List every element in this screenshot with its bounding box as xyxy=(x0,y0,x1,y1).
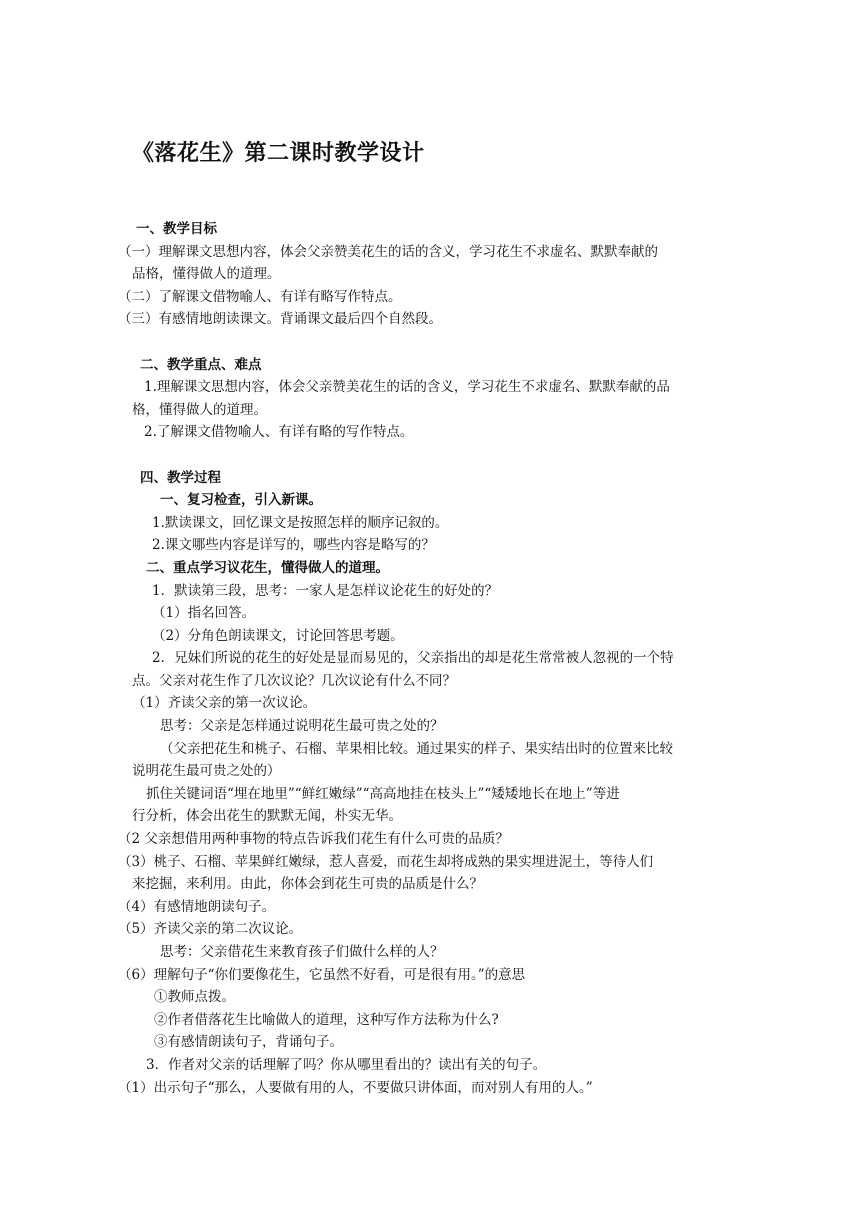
document-title: 《落花生》第二课时教学设计 xyxy=(132,141,425,166)
body-line: 2.课文哪些内容是详写的，哪些内容是略写的？ xyxy=(152,537,435,554)
body-line: （6）理解句子“你们要像花生，它虽然不好看，可是很有用。”的意思 xyxy=(118,966,526,983)
document-body xyxy=(118,218,738,1099)
body-line: 1.默读课文，回忆课文是按照怎样的顺序记叙的。 xyxy=(152,514,449,531)
body-line: 点。父亲对花生作了几次议论？几次议论有什么不同？ xyxy=(132,672,456,689)
section-heading: 四、教学过程 xyxy=(140,469,221,486)
body-line: （一）理解课文思想内容，体会父亲赞美花生的话的含义，学习花生不求虚名、默默奉献的 xyxy=(118,243,658,260)
body-line: （2 父亲想借用两种事物的特点告诉我们花生有什么可贵的品质？ xyxy=(118,831,509,848)
body-line: 抓住关键词语“埋在地里”“鲜红嫩绿”“高高地挂在枝头上”“矮矮地长在地上”等进 xyxy=(146,785,620,802)
body-line: （二）了解课文借物喻人、有详有略写作特点。 xyxy=(118,288,402,305)
section-heading: 一、教学目标 xyxy=(136,221,217,237)
body-line: 说明花生最可贵之处的） xyxy=(132,763,281,780)
body-line: 1．默读第三段，思考：一家人是怎样议论花生的好处的？ xyxy=(152,582,499,599)
body-line: 2.了解课文借物喻人、有详有略的写作特点。 xyxy=(144,424,414,441)
body-line: （5）齐读父亲的第二次议论。 xyxy=(118,921,303,938)
body-line: （3）桃子、石榴、苹果鲜红嫩绿，惹人喜爱，而花生却将成熟的果实埋进泥土，等待人们 xyxy=(118,853,654,870)
body-line: ③有感情朗读句子，背诵句子。 xyxy=(154,1034,343,1051)
body-line: ①教师点拨。 xyxy=(154,989,235,1006)
body-line: （4）有感情地朗读句子。 xyxy=(118,898,276,915)
body-line: ②作者借落花生比喻做人的道理，这种写作方法称为什么? xyxy=(154,1011,499,1028)
body-line: （1）出示句子“那么，人要做有用的人，不要做只讲体面，而对别人有用的人。” xyxy=(118,1079,593,1096)
body-line: （2）分角色朗读课文，讨论回答思考题。 xyxy=(152,627,404,644)
body-line: 来挖掘，来利用。由此，你体会到花生可贵的品质是什么？ xyxy=(132,876,483,893)
section-heading: 二、重点学习议花生，懂得做人的道理。 xyxy=(146,559,389,576)
body-line: （父亲把花生和桃子、石榴、苹果相比较。通过果实的样子、果实结出时的位置来比较 xyxy=(160,740,673,757)
body-line: （三）有感情地朗读课文。背诵课文最后四个自然段。 xyxy=(118,311,442,328)
body-line: 1.理解课文思想内容，体会父亲赞美花生的话的含义，学习花生不求虚名、默默奉献的品 xyxy=(144,379,670,396)
body-line: 品格，懂得做人的道理。 xyxy=(132,266,281,283)
body-line: 3．作者对父亲的话理解了吗？你从哪里看出的？读出有关的句子。 xyxy=(146,1056,547,1073)
body-line: （1）齐读父亲的第一次议论。 xyxy=(132,695,317,712)
section-heading: 二、教学重点、难点 xyxy=(140,356,262,373)
body-line: （1）指名回答。 xyxy=(152,605,256,622)
body-line: 思考：父亲是怎样通过说明花生最可贵之处的？ xyxy=(160,718,444,735)
body-line: 行分析，体会出花生的默默无闻，朴实无华。 xyxy=(132,808,402,825)
blank-line xyxy=(118,331,738,354)
section-heading: 一、复习检查，引入新课。 xyxy=(160,492,322,509)
body-line: 2．兄妹们所说的花生的好处是显而易见的，父亲指出的却是花生常常被人忽视的一个特 xyxy=(152,650,674,667)
body-line: 格，懂得做人的道理。 xyxy=(132,401,267,418)
body-line: 思考：父亲借花生来教育孩子们做什么样的人？ xyxy=(160,944,444,960)
blank-line xyxy=(118,444,738,467)
